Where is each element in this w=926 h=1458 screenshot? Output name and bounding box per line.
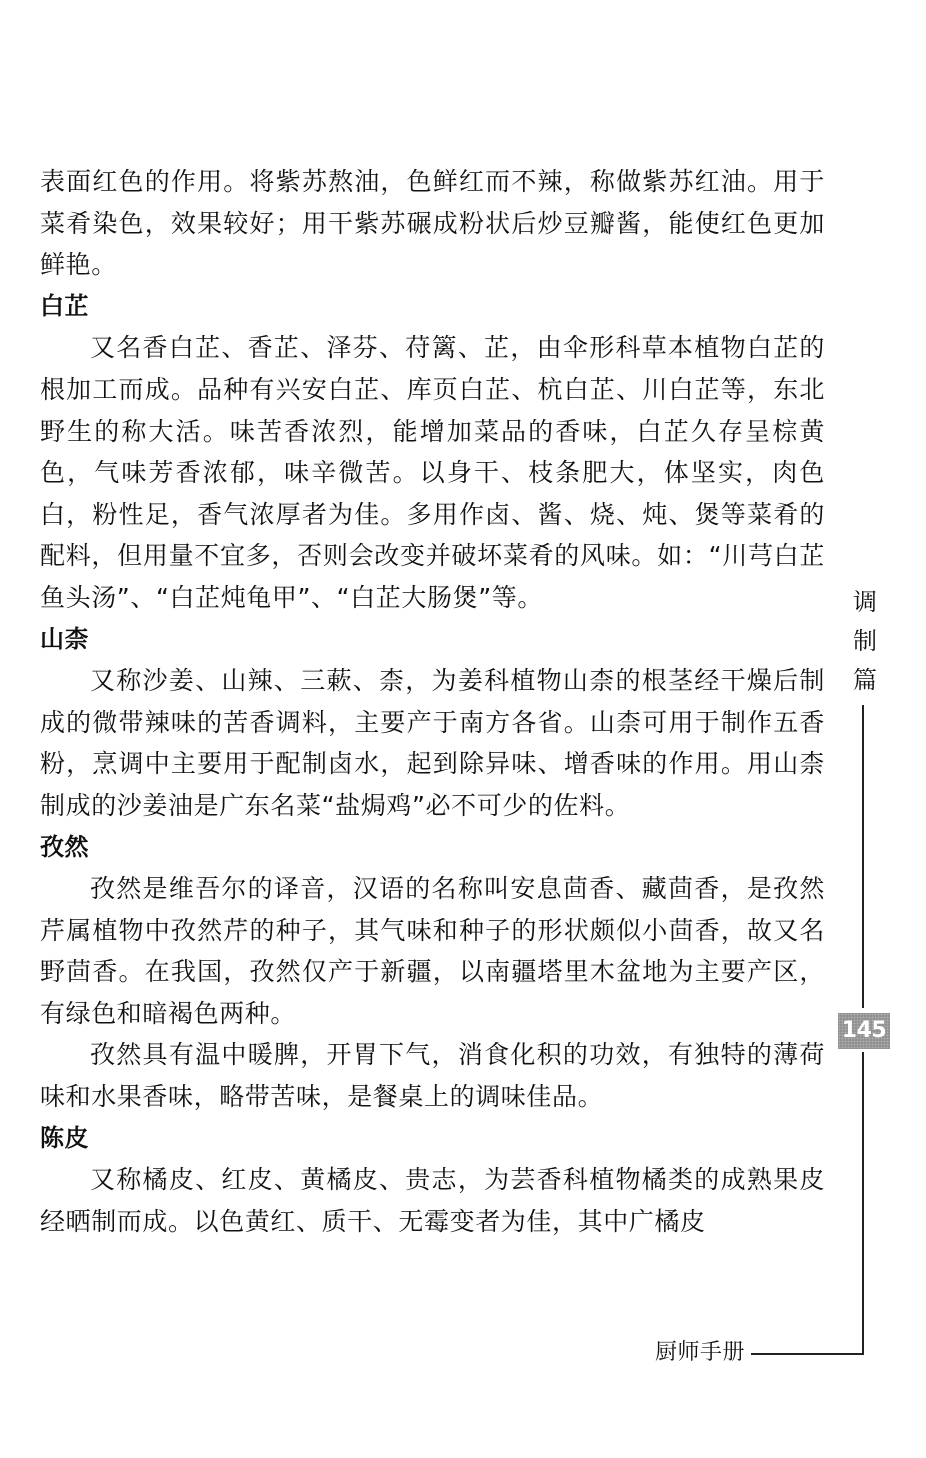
chapter-label-char: 调 [853,588,877,616]
paragraph: 孜然是维吾尔的译音，汉语的名称叫安息茴香、藏茴香，是孜然芹属植物中孜然芹的种子，其气味和种子的形状颇似小茴香，故又名野茴香。在我国，孜然仅产于新疆，以南疆塔里木盆地为主要产区，有绿色和暗褐色两种。 [40,874,825,1028]
footer-book-title: 厨师手册 [655,1340,746,1365]
side-rule-upper [862,705,864,1008]
paragraph: 孜然具有温中暖脾，开胃下气，消食化积的功效，有独特的薄荷味和水果香味，略带苦味，是餐桌上的调味佳品。 [40,1040,825,1112]
section-heading-shannai: 山柰 [40,624,89,653]
chapter-label-char: 篇 [853,666,877,694]
paragraph: 又称橘皮、红皮、黄橘皮、贵志，为芸香科植物橘类的成熟果皮经晒制而成。以色黄红、质干、无霉变者为佳，其中广橘皮 [40,1165,825,1236]
page-number: 145 [838,1013,890,1049]
side-rule-lower [862,1052,864,1355]
section-heading-baizhi: 白芷 [40,291,89,320]
footer-rule [751,1353,864,1355]
chapter-label [852,583,878,700]
paragraph: 又名香白芷、香芷、泽芬、苻篱、芷，由伞形科草本植物白芷的根加工而成。品种有兴安白芷、库页白芷、杭白芷、川白芷等，东北野生的称大活。味苦香浓烈，能增加菜品的香味，白芷久存呈棕黄色，气味芳香浓郁，味辛微苦。以身干、枝条肥大，体坚实，肉色白，粉性足，香气浓厚者为佳。多用作卤、酱、烧、炖、煲等菜肴的配料，但用量不宜多，否则会改变并破坏菜肴的风味。如：“川芎白芷鱼头汤”、“白芷炖龟甲”、“白芷大肠煲”等。 [40,333,825,612]
section-heading-ziran: 孜然 [40,832,89,861]
body-text [40,161,825,1242]
paragraph: 表面红色的作用。将紫苏熬油，色鲜红而不辣，称做紫苏红油。用于菜肴染色，效果较好；用干紫苏碾成粉状后炒豆瓣酱，能使红色更加鲜艳。 [40,167,825,280]
section-heading-chenpi: 陈皮 [40,1123,89,1152]
paragraph: 又称沙姜、山辣、三蔌、柰，为姜科植物山柰的根茎经干燥后制成的微带辣味的苦香调料，主要产于南方各省。山柰可用于制作五香粉，烹调中主要用于配制卤水，起到除异味、增香味的作用。用山柰制成的沙姜油是广东名菜“盐焗鸡”必不可少的佐料。 [40,666,825,820]
chapter-label-char: 制 [853,627,877,655]
